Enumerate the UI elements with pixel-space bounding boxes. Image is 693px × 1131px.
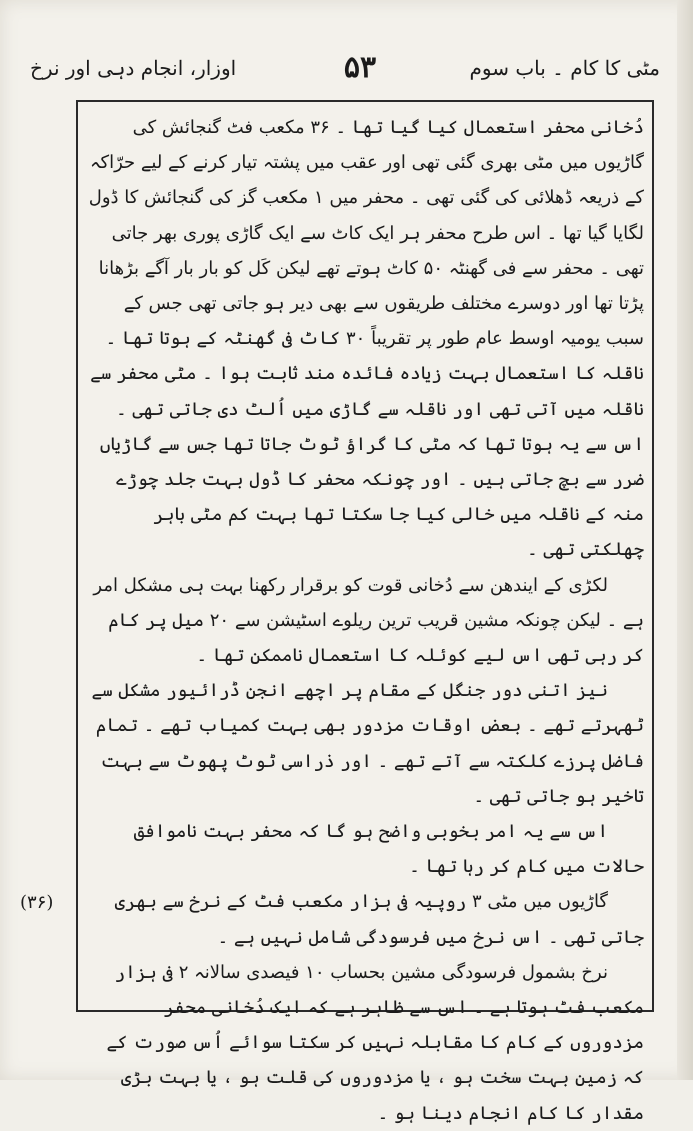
margin-note: (۳۶) (20, 892, 54, 913)
body-text (86, 110, 644, 1131)
paragraph: اس سے یہ امر بخوبی واضح ہو گا کہ محفر بہت ناموافق حالات میں کام کر رہا تھا ۔ (133, 821, 644, 878)
paragraph: لکڑی کے ایندھن سے دُخانی قوت کو برقرار رکھنا بہت ہی مشکل امر ہے ۔ لیکن چونکہ مشین قریب ترین ریلوے اسٹیشن سے ۲۰ میل پر کام کر رہی تھی اس لیے کوئلہ کا استعمال ناممکن تھا ۔ (93, 574, 644, 667)
page-edge (677, 0, 693, 1080)
paragraph: دُخانی محفر استعمال کیا گیا تھا ۔ ۳۶ مکعب فٹ گنجائش کی گاڑیوں میں مٹی بھری گئی تھی اور عقب میں پشتہ تیار کرنے کے لیے حرّاکہ کے ذریعہ ڈھلائی کی گئی تھی ۔ محفر میں ۱ مکعب گز کی گنجائش کا ڈول لگایا گیا تھا ۔ اس طرح محفر ہر ایک کاٹ سے ایک گاڑی پوری بھر جاتی تھی ۔ محفر سے فی گھنٹہ ۵۰ کاٹ ہوتے تھے لیکن کَل کو بار بار آگے بڑھانا پڑتا تھا اور دوسرے مختلف طریقوں سے بھی دیر ہو جاتی تھی جس کے سبب یومیہ اوسط عام طور پر تقریباً ۳۰ کاٹ فی گھنٹہ کے ہوتا تھا ۔ ناقلہ کا استعمال بہت زیادہ فائدہ مند ثابت ہوا ۔ مٹی محفر سے ناقلہ میں آتی تھی اور ناقلہ سے گاڑی میں اُلٹ دی جاتی تھی ۔ اس سے یہ ہوتا تھا کہ مٹی کا گراؤ ٹوٹ جاتا تھا جس سے گاڑیاں ضرر سے بچ جاتی ہیں ۔ اور چونکہ محفر کا ڈول بہت جلد چوڑے منہ کے ناقلہ میں خالی کیا جا سکتا تھا بہت کم مٹی باہر چھلکتی تھی ۔ (88, 117, 644, 561)
paragraph: نیز اتنی دور جنگل کے مقام پر اچھے انجن ڈرائیور مشکل سے ٹھہرتے تھے ۔ بعض اوقات مزدور بھی بہت کمیاب تھے ۔ تمام فاضل پرزے کلکتہ سے آتے تھے ۔ اور ذراسی ٹوٹ پھوٹ سے بہت تاخیر ہو جاتی تھی ۔ (91, 680, 644, 807)
paragraph: گاڑیوں میں مٹی ۳ روپیہ فی ہزار مکعب فٹ کے نرخ سے بھری جاتی تھی ۔ اس نرخ میں فرسودگی شامل نہیں ہے ۔ (114, 891, 644, 948)
running-header (30, 50, 660, 90)
section-title: اوزار، انجام دہی اور نرخ (30, 56, 237, 80)
paragraph: نرخ بشمول فرسودگی مشین بحساب ۱۰ فیصدی سالانہ ۲ فی ہزار مکعب فٹ ہوتا ہے ۔ اس سے ظاہر ہے کہ ایک دُخانی محفر مزدوروں کے کام کا مقابلہ نہیں کر سکتا سوائے اُس صورت کے کہ زمین بہت سخت ہو ، یا مزدوروں کی قلت ہو ، یا بہت بڑی مقدار کا کام انجام دینا ہو ۔ (106, 961, 644, 1124)
page-number: ۵۳ (343, 50, 377, 85)
chapter-title: مٹی کا کام ۔ باب سوم (469, 56, 660, 80)
